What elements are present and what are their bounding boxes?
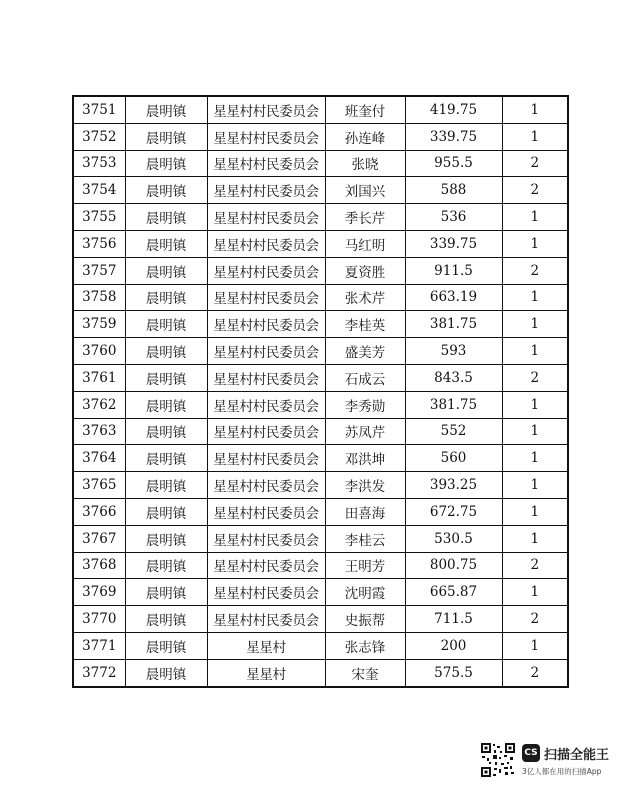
cell-amount: 672.75 xyxy=(405,498,502,525)
cell-organization: 星星村村民委员会 xyxy=(207,391,325,418)
cell-count: 1 xyxy=(502,391,568,418)
cell-name: 史振帮 xyxy=(325,606,405,633)
cell-count: 1 xyxy=(502,632,568,659)
cell-name: 田喜海 xyxy=(325,498,405,525)
cell-amount: 381.75 xyxy=(405,311,502,338)
cell-town: 晨明镇 xyxy=(125,525,207,552)
table-row xyxy=(73,552,568,579)
cell-amount: 560 xyxy=(405,445,502,472)
cell-name: 班奎付 xyxy=(325,96,405,123)
table-row xyxy=(73,579,568,606)
cell-name: 宋奎 xyxy=(325,659,405,686)
cell-id: 3763 xyxy=(73,418,125,445)
cell-organization: 星星村村民委员会 xyxy=(207,445,325,472)
table-row xyxy=(73,418,568,445)
cell-organization: 星星村村民委员会 xyxy=(207,498,325,525)
cell-amount: 665.87 xyxy=(405,579,502,606)
cell-name: 刘国兴 xyxy=(325,177,405,204)
cell-organization: 星星村村民委员会 xyxy=(207,230,325,257)
cell-name: 季长芹 xyxy=(325,204,405,231)
cell-organization: 星星村村民委员会 xyxy=(207,418,325,445)
cell-town: 晨明镇 xyxy=(125,391,207,418)
cell-name: 李桂云 xyxy=(325,525,405,552)
cell-name: 张术芹 xyxy=(325,284,405,311)
cell-amount: 575.5 xyxy=(405,659,502,686)
cell-amount: 419.75 xyxy=(405,96,502,123)
cell-id: 3759 xyxy=(73,311,125,338)
cell-amount: 711.5 xyxy=(405,606,502,633)
cell-id: 3767 xyxy=(73,525,125,552)
cell-amount: 552 xyxy=(405,418,502,445)
cell-town: 晨明镇 xyxy=(125,123,207,150)
cell-town: 晨明镇 xyxy=(125,230,207,257)
cell-name: 邓洪坤 xyxy=(325,445,405,472)
table-row xyxy=(73,204,568,231)
cell-name: 张志锋 xyxy=(325,632,405,659)
cell-count: 1 xyxy=(502,204,568,231)
cell-count: 2 xyxy=(502,364,568,391)
cell-town: 晨明镇 xyxy=(125,659,207,686)
cell-town: 晨明镇 xyxy=(125,177,207,204)
cell-count: 1 xyxy=(502,338,568,365)
table-row xyxy=(73,284,568,311)
cell-id: 3770 xyxy=(73,606,125,633)
cell-id: 3755 xyxy=(73,204,125,231)
cell-name: 苏凤芹 xyxy=(325,418,405,445)
cell-town: 晨明镇 xyxy=(125,364,207,391)
cell-amount: 588 xyxy=(405,177,502,204)
cell-name: 张晓 xyxy=(325,150,405,177)
cell-name: 孙连峰 xyxy=(325,123,405,150)
cell-id: 3754 xyxy=(73,177,125,204)
cell-organization: 星星村村民委员会 xyxy=(207,284,325,311)
cell-id: 3751 xyxy=(73,96,125,123)
cell-id: 3769 xyxy=(73,579,125,606)
table-row xyxy=(73,659,568,686)
cell-count: 2 xyxy=(502,257,568,284)
cell-id: 3760 xyxy=(73,338,125,365)
cell-count: 1 xyxy=(502,525,568,552)
cell-name: 王明芳 xyxy=(325,552,405,579)
table-row xyxy=(73,338,568,365)
cell-organization: 星星村村民委员会 xyxy=(207,579,325,606)
cell-amount: 393.25 xyxy=(405,472,502,499)
cell-town: 晨明镇 xyxy=(125,606,207,633)
cell-count: 2 xyxy=(502,659,568,686)
table-row xyxy=(73,391,568,418)
cell-count: 1 xyxy=(502,418,568,445)
cell-organization: 星星村 xyxy=(207,632,325,659)
cell-count: 2 xyxy=(502,177,568,204)
watermark-slogan: 3亿人都在用的扫描App xyxy=(522,766,602,776)
table-row xyxy=(73,177,568,204)
camscanner-logo-icon: CS xyxy=(522,744,540,762)
cell-town: 晨明镇 xyxy=(125,418,207,445)
cell-id: 3753 xyxy=(73,150,125,177)
table-row xyxy=(73,445,568,472)
cell-id: 3765 xyxy=(73,472,125,499)
qr-code-icon xyxy=(480,742,516,778)
cell-count: 1 xyxy=(502,284,568,311)
cell-organization: 星星村村民委员会 xyxy=(207,96,325,123)
table-row xyxy=(73,498,568,525)
cell-amount: 339.75 xyxy=(405,123,502,150)
cell-name: 李秀勋 xyxy=(325,391,405,418)
cell-town: 晨明镇 xyxy=(125,498,207,525)
cell-town: 晨明镇 xyxy=(125,311,207,338)
cell-id: 3772 xyxy=(73,659,125,686)
cell-count: 1 xyxy=(502,311,568,338)
table-row xyxy=(73,96,568,123)
cell-id: 3762 xyxy=(73,391,125,418)
cell-count: 1 xyxy=(502,96,568,123)
cell-count: 2 xyxy=(502,150,568,177)
cell-amount: 530.5 xyxy=(405,525,502,552)
cell-id: 3764 xyxy=(73,445,125,472)
table-row xyxy=(73,525,568,552)
table-row xyxy=(73,230,568,257)
camscanner-watermark xyxy=(480,740,620,780)
cell-amount: 843.5 xyxy=(405,364,502,391)
cell-id: 3771 xyxy=(73,632,125,659)
cell-name: 盛美芳 xyxy=(325,338,405,365)
cell-town: 晨明镇 xyxy=(125,257,207,284)
roster-body xyxy=(73,96,568,687)
table-row xyxy=(73,472,568,499)
cell-id: 3756 xyxy=(73,230,125,257)
table-row xyxy=(73,123,568,150)
cell-name: 石成云 xyxy=(325,364,405,391)
cell-name: 马红明 xyxy=(325,230,405,257)
cell-organization: 星星村村民委员会 xyxy=(207,177,325,204)
cell-town: 晨明镇 xyxy=(125,472,207,499)
cell-town: 晨明镇 xyxy=(125,150,207,177)
cell-amount: 800.75 xyxy=(405,552,502,579)
cell-organization: 星星村村民委员会 xyxy=(207,525,325,552)
cell-organization: 星星村村民委员会 xyxy=(207,150,325,177)
cell-organization: 星星村村民委员会 xyxy=(207,123,325,150)
cell-count: 1 xyxy=(502,123,568,150)
cell-amount: 955.5 xyxy=(405,150,502,177)
table-row xyxy=(73,632,568,659)
cell-organization: 星星村村民委员会 xyxy=(207,311,325,338)
table-row xyxy=(73,311,568,338)
cell-organization: 星星村村民委员会 xyxy=(207,364,325,391)
cell-name: 夏资胜 xyxy=(325,257,405,284)
cell-town: 晨明镇 xyxy=(125,284,207,311)
cell-organization: 星星村村民委员会 xyxy=(207,204,325,231)
cell-name: 李桂英 xyxy=(325,311,405,338)
cell-count: 2 xyxy=(502,552,568,579)
cell-organization: 星星村村民委员会 xyxy=(207,338,325,365)
cell-town: 晨明镇 xyxy=(125,632,207,659)
cell-name: 李洪发 xyxy=(325,472,405,499)
cell-town: 晨明镇 xyxy=(125,552,207,579)
cell-id: 3761 xyxy=(73,364,125,391)
cell-organization: 星星村村民委员会 xyxy=(207,257,325,284)
cell-name: 沈明霞 xyxy=(325,579,405,606)
cell-town: 晨明镇 xyxy=(125,445,207,472)
cell-amount: 593 xyxy=(405,338,502,365)
cell-amount: 536 xyxy=(405,204,502,231)
table-row xyxy=(73,364,568,391)
cell-organization: 星星村村民委员会 xyxy=(207,552,325,579)
cell-town: 晨明镇 xyxy=(125,96,207,123)
cell-count: 1 xyxy=(502,579,568,606)
roster-table xyxy=(72,95,569,688)
cell-id: 3766 xyxy=(73,498,125,525)
cell-id: 3757 xyxy=(73,257,125,284)
cell-town: 晨明镇 xyxy=(125,338,207,365)
cell-id: 3752 xyxy=(73,123,125,150)
cell-town: 晨明镇 xyxy=(125,579,207,606)
cell-organization: 星星村村民委员会 xyxy=(207,472,325,499)
cell-count: 1 xyxy=(502,445,568,472)
cell-id: 3758 xyxy=(73,284,125,311)
table-row xyxy=(73,150,568,177)
table-row xyxy=(73,257,568,284)
cell-amount: 381.75 xyxy=(405,391,502,418)
cell-id: 3768 xyxy=(73,552,125,579)
cell-amount: 663.19 xyxy=(405,284,502,311)
cell-amount: 200 xyxy=(405,632,502,659)
cell-amount: 339.75 xyxy=(405,230,502,257)
cell-amount: 911.5 xyxy=(405,257,502,284)
cell-count: 1 xyxy=(502,498,568,525)
cell-town: 晨明镇 xyxy=(125,204,207,231)
cell-count: 1 xyxy=(502,230,568,257)
cell-organization: 星星村 xyxy=(207,659,325,686)
cell-count: 1 xyxy=(502,472,568,499)
watermark-brand: 扫描全能王 xyxy=(544,747,610,763)
cell-count: 2 xyxy=(502,606,568,633)
cell-organization: 星星村村民委员会 xyxy=(207,606,325,633)
table-row xyxy=(73,606,568,633)
